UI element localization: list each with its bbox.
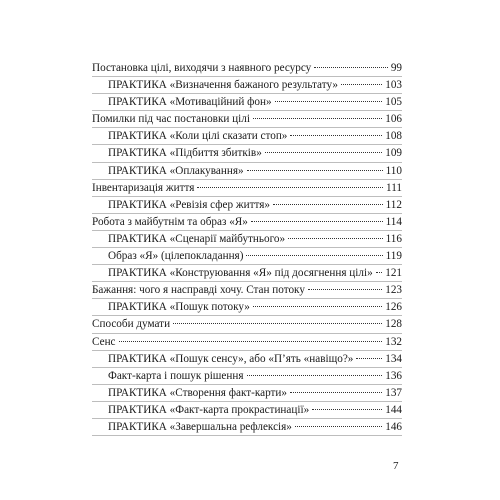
toc-entry-title: ПРАКТИКА «Коли цілі сказати стоп» <box>108 130 288 143</box>
toc-section-entry[interactable] <box>92 60 402 77</box>
toc-section-entry[interactable] <box>92 111 402 128</box>
toc-entry-title: ПРАКТИКА «Конструювання «Я» під досягнення цілі» <box>108 267 373 280</box>
toc-entry-page: 112 <box>385 198 402 211</box>
dot-leader <box>247 170 383 171</box>
dot-leader <box>288 238 383 239</box>
toc-entry-title: ПРАКТИКА «Створення факт-карти» <box>108 386 287 399</box>
toc-entry-page: 103 <box>385 79 402 92</box>
toc-entry-page: 137 <box>385 386 402 399</box>
toc-entry-page: 126 <box>385 301 402 314</box>
dot-leader <box>376 272 383 273</box>
toc-entry-title: Способи думати <box>92 318 171 331</box>
toc-subsection-entry[interactable] <box>92 385 402 402</box>
dot-leader <box>312 409 382 410</box>
toc-subsection-entry[interactable] <box>92 402 402 419</box>
toc-section-entry[interactable] <box>92 180 402 197</box>
toc-section-entry[interactable] <box>92 214 402 231</box>
toc-entry-page: 111 <box>386 181 402 194</box>
dot-leader <box>246 255 382 256</box>
toc-entry-page: 105 <box>385 96 402 109</box>
toc-entry-title: Сенс <box>92 335 116 348</box>
dot-leader <box>356 358 382 359</box>
toc-subsection-entry[interactable] <box>92 368 402 385</box>
dot-leader <box>275 101 383 102</box>
toc-entry-title: Факт-карта і пошук рішення <box>108 369 244 382</box>
toc-entry-page: 134 <box>385 352 402 365</box>
toc-entry-page: 123 <box>385 284 402 297</box>
toc-entry-title: Постановка цілі, виходячи з наявного ресурсу <box>92 62 312 74</box>
toc-entry-title: ПРАКТИКА «Факт-карта прокрастинації» <box>108 403 310 416</box>
toc-entry-title: ПРАКТИКА «Пошук сенсу», або «П’ять «навіщо?» <box>108 352 354 365</box>
dot-leader <box>314 67 388 68</box>
toc-subsection-entry[interactable] <box>92 351 402 368</box>
dot-leader <box>341 84 382 85</box>
toc-entry-page: 99 <box>390 62 402 74</box>
toc-subsection-entry[interactable] <box>92 94 402 111</box>
toc-entry-page: 144 <box>385 403 402 416</box>
toc-entry-page: 108 <box>385 130 402 143</box>
toc-entry-title: ПРАКТИКА «Мотиваційний фон» <box>108 96 272 109</box>
toc-entry-page: 109 <box>385 147 402 160</box>
toc-entry-page: 146 <box>385 420 402 433</box>
toc-subsection-entry[interactable] <box>92 128 402 145</box>
toc-section-entry[interactable] <box>92 334 402 351</box>
dot-leader <box>308 289 382 290</box>
toc-section-entry[interactable] <box>92 316 402 333</box>
toc-subsection-entry[interactable] <box>92 419 402 436</box>
toc-subsection-entry[interactable] <box>92 163 402 180</box>
dot-leader <box>173 323 382 324</box>
toc-entry-page: 110 <box>385 164 402 177</box>
toc-entry-page: 136 <box>385 369 402 382</box>
toc-entry-title: Бажання: чого я насправді хочу. Стан потоку <box>92 284 305 297</box>
toc-entry-title: ПРАКТИКА «Визначення бажаного результату» <box>108 79 338 92</box>
toc-entry-page: 114 <box>385 215 402 228</box>
toc-entry-title: ПРАКТИКА «Ревізія сфер життя» <box>108 198 270 211</box>
toc-entry-page: 116 <box>385 232 402 245</box>
toc-entry-title: ПРАКТИКА «Підбиття збитків» <box>108 147 262 160</box>
dot-leader <box>251 221 383 222</box>
toc-subsection-entry[interactable] <box>92 265 402 282</box>
toc-section-entry[interactable] <box>92 282 402 299</box>
toc-subsection-entry[interactable] <box>92 77 402 94</box>
row-divider <box>92 435 402 436</box>
toc-entry-title: ПРАКТИКА «Сценарії майбутнього» <box>108 232 286 245</box>
dot-leader <box>290 135 382 136</box>
toc-entry-title: Помилки під час постановки цілі <box>92 113 250 126</box>
dot-leader <box>253 118 382 119</box>
toc-entry-page: 132 <box>385 335 402 348</box>
table-of-contents <box>92 60 402 436</box>
toc-entry-page: 106 <box>385 113 402 126</box>
toc-entry-title: Інвентаризація життя <box>92 181 195 194</box>
toc-entry-title: ПРАКТИКА «Пошук потоку» <box>108 301 250 314</box>
toc-subsection-entry[interactable] <box>92 197 402 214</box>
toc-entry-page: 121 <box>385 267 402 280</box>
toc-subsection-entry[interactable] <box>92 145 402 162</box>
toc-subsection-entry[interactable] <box>92 248 402 265</box>
toc-entry-page: 119 <box>385 250 402 263</box>
dot-leader <box>119 341 383 342</box>
dot-leader <box>273 204 383 205</box>
toc-entry-title: ПРАКТИКА «Завершальна рефлексія» <box>108 420 292 433</box>
dot-leader <box>265 152 382 153</box>
toc-entry-page: 128 <box>385 318 402 331</box>
dot-leader <box>253 306 382 307</box>
toc-entry-title: Образ «Я» (цілепокладання) <box>108 250 244 263</box>
toc-subsection-entry[interactable] <box>92 231 402 248</box>
toc-entry-title: ПРАКТИКА «Оплакування» <box>108 164 244 177</box>
dot-leader <box>290 392 382 393</box>
toc-subsection-entry[interactable] <box>92 299 402 316</box>
page-number: 7 <box>393 460 399 472</box>
dot-leader <box>295 426 382 427</box>
dot-leader <box>197 187 383 188</box>
dot-leader <box>247 375 383 376</box>
toc-entry-title: Робота з майбутнім та образ «Я» <box>92 215 248 228</box>
